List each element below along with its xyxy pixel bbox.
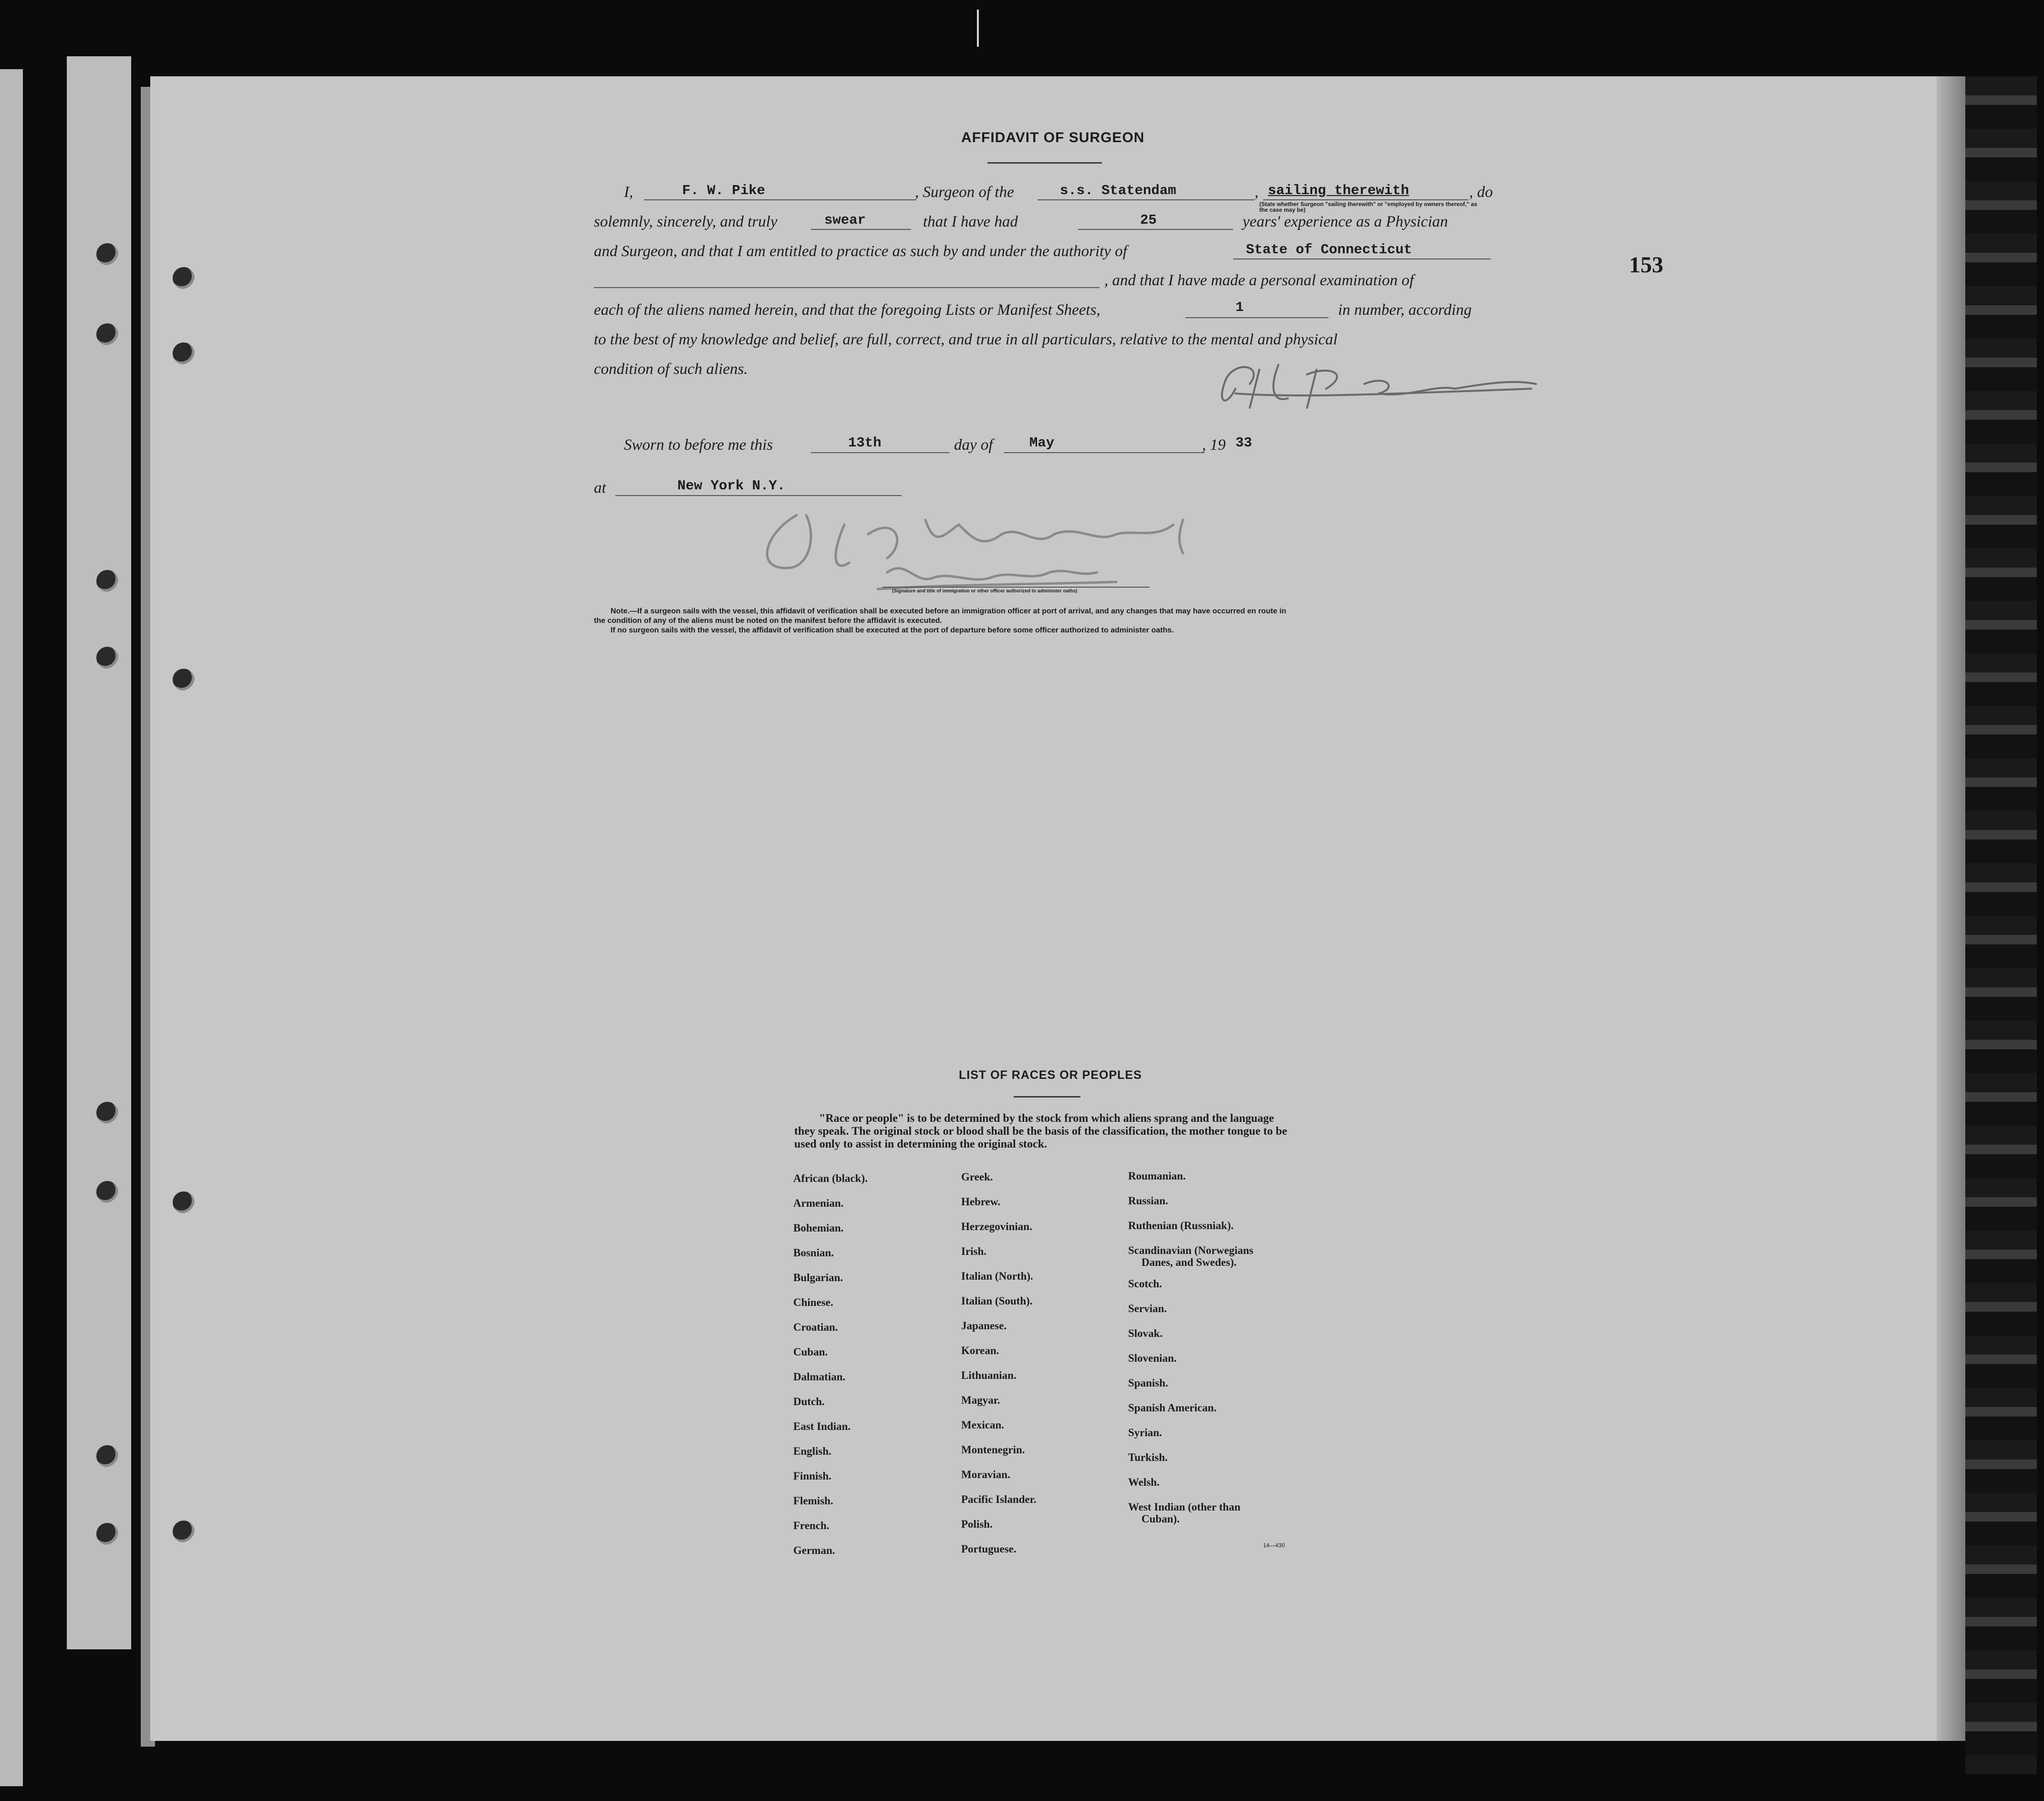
line4-text: , and that I have made a personal examination of: [1104, 272, 1414, 289]
sailing-blank: [1263, 199, 1468, 200]
sailing-status-note: (State whether Surgeon "sailing therewith" or "employed by owners thereof," as the case may be): [1259, 201, 1477, 213]
race-entry: English.: [793, 1445, 831, 1457]
races-title-rule: [1014, 1096, 1080, 1097]
officer-signature: [735, 506, 1269, 596]
race-entry: Scandinavian (Norwegians Danes, and Swedes).: [1128, 1244, 1254, 1268]
races-column-3: [1128, 1170, 1254, 1534]
title-rule: [987, 162, 1102, 164]
line2-text-a: solemnly, sincerely, and truly: [594, 213, 778, 230]
race-entry: Roumanian.: [1128, 1170, 1186, 1182]
line5-text-b: in number, according: [1338, 301, 1472, 319]
race-entry: Finnish.: [793, 1470, 831, 1482]
at-label: at: [594, 479, 606, 497]
race-entry: Pacific Islander.: [961, 1493, 1037, 1505]
race-entry: Bosnian.: [793, 1247, 834, 1259]
binder-hole: [173, 342, 195, 364]
line7-text: condition of such aliens.: [594, 361, 748, 378]
race-entry: Spanish.: [1128, 1377, 1168, 1389]
sworn-day: 13th: [848, 435, 882, 451]
years-blank: [1078, 229, 1233, 230]
race-entry: Italian (South).: [961, 1295, 1033, 1307]
line1-comma: ,: [1255, 184, 1259, 201]
officer-caption: (Signature and title of immigration or other officer authorized to administer oaths): [892, 589, 1078, 594]
races-title: LIST OF RACES OR PEOPLES: [959, 1068, 1142, 1082]
race-entry: Spanish American.: [1128, 1402, 1217, 1414]
binder-hole: [173, 1191, 195, 1213]
binder-hole: [96, 323, 118, 345]
binder-hole: [96, 1523, 118, 1545]
sworn-text-b: day of: [954, 436, 993, 454]
binder-hole: [96, 647, 118, 669]
authority-cont-blank: [594, 287, 1100, 288]
race-entry: Greek.: [961, 1171, 993, 1183]
film-edge: [1965, 76, 2037, 1774]
race-entry: Portuguese.: [961, 1543, 1017, 1555]
at-place-blank: [615, 495, 902, 496]
sheet-count: 1: [1235, 300, 1244, 315]
vessel-blank: [1038, 199, 1255, 200]
scan-mark: [977, 10, 979, 47]
race-entry: Dalmatian.: [793, 1371, 846, 1383]
binder-hole: [96, 1445, 118, 1467]
manifest-page: [150, 76, 1963, 1741]
line2-text-b: that I have had: [923, 213, 1018, 230]
line3-text: and Surgeon, and that I am entitled to practice as such by and under the authority of: [594, 243, 1127, 260]
line1-do: , do: [1469, 184, 1493, 201]
adjacent-page-strip: [0, 69, 23, 1786]
line5-text-a: each of the aliens named herein, and that the foregoing Lists or Manifest Sheets,: [594, 301, 1100, 319]
race-entry: Flemish.: [793, 1495, 833, 1507]
page-number: 153: [1629, 252, 1663, 278]
race-entry: East Indian.: [793, 1420, 851, 1432]
race-entry: Welsh.: [1128, 1476, 1160, 1488]
line1-surgeon-of: , Surgeon of the: [915, 184, 1014, 201]
race-entry: Montenegrin.: [961, 1444, 1025, 1456]
form-number: 14—430: [1263, 1542, 1285, 1549]
races-column-1: [793, 1172, 868, 1569]
years-experience: 25: [1140, 212, 1157, 228]
oath-blank: [811, 229, 911, 230]
binder-hole: [173, 267, 195, 289]
officer-signature-line: [882, 587, 1150, 588]
race-entry: Japanese.: [961, 1320, 1007, 1332]
binder-hole: [173, 1521, 195, 1542]
race-entry: Bulgarian.: [793, 1272, 843, 1283]
race-entry: West Indian (other than Cuban).: [1128, 1501, 1241, 1525]
surgeon-name: F. W. Pike: [682, 183, 766, 198]
authority: State of Connecticut: [1246, 242, 1412, 258]
line1-i: I,: [624, 184, 633, 201]
races-intro: "Race or people" is to be determined by the stock from which aliens sprang and the language they speak. The original stock or blood shall be the basis of the classification, the mother tongue to be used only to assist in determining the original stock.: [794, 1112, 1287, 1150]
race-entry: Cuban.: [793, 1346, 828, 1358]
page-fold-shadow: [1937, 76, 1965, 1741]
sworn-day-blank: [811, 452, 949, 453]
oath-word: swear: [824, 212, 866, 228]
at-place: New York N.Y.: [677, 478, 786, 494]
binder-hole: [96, 1102, 118, 1124]
race-entry: Mexican.: [961, 1419, 1005, 1431]
note-line-2: the condition of any of the aliens must be noted on the manifest before the affidavit is executed.: [594, 617, 942, 625]
race-entry: Hebrew.: [961, 1196, 1000, 1208]
surgeon-signature: [1207, 355, 1541, 417]
race-entry: Bohemian.: [793, 1222, 844, 1234]
race-entry: Korean.: [961, 1345, 999, 1356]
race-entry: Croatian.: [793, 1321, 838, 1333]
race-entry: Syrian.: [1128, 1427, 1162, 1439]
note-line-3: If no surgeon sails with the vessel, the affidavit of verification shall be executed at the port of departure before some officer authorized to administer oaths.: [611, 626, 1174, 634]
adjacent-page-strip: [67, 56, 131, 1649]
sworn-text-c: , 19: [1202, 436, 1226, 454]
affidavit-title: AFFIDAVIT OF SURGEON: [961, 130, 1145, 145]
race-entry: Lithuanian.: [961, 1369, 1017, 1381]
sheets-blank: [1185, 317, 1328, 318]
race-entry: Turkish.: [1128, 1451, 1168, 1463]
race-entry: Italian (North).: [961, 1270, 1033, 1282]
race-entry: French.: [793, 1520, 830, 1532]
sworn-text-a: Sworn to before me this: [624, 436, 773, 454]
race-entry: Herzegovinian.: [961, 1221, 1032, 1232]
surgeon-name-blank: [644, 199, 916, 200]
sworn-month-blank: [1004, 452, 1204, 453]
race-entry: Moravian.: [961, 1469, 1010, 1480]
race-entry: African (black).: [793, 1172, 868, 1184]
race-entry: Magyar.: [961, 1394, 1000, 1406]
binder-hole: [96, 570, 118, 592]
race-entry: Dutch.: [793, 1396, 825, 1408]
line2-text-c: years' experience as a Physician: [1243, 213, 1448, 230]
race-entry: Slovenian.: [1128, 1352, 1177, 1364]
race-entry: Russian.: [1128, 1195, 1168, 1207]
sworn-year: 33: [1235, 435, 1252, 451]
race-entry: Ruthenian (Russniak).: [1128, 1220, 1234, 1232]
race-entry: Chinese.: [793, 1296, 833, 1308]
vessel-name: s.s. Statendam: [1060, 183, 1176, 198]
race-entry: German.: [793, 1544, 835, 1556]
binder-hole: [96, 1181, 118, 1203]
race-entry: Slovak.: [1128, 1327, 1163, 1339]
sworn-month: May: [1029, 435, 1055, 451]
note-line-1: Note.—If a surgeon sails with the vessel, this affidavit of verification shall be executed before an immigration officer at port of arrival, and any changes that may have occurred en route in: [611, 607, 1287, 615]
race-entry: Irish.: [961, 1245, 987, 1257]
sailing-status: sailing therewith: [1268, 183, 1409, 198]
race-entry: Armenian.: [793, 1197, 844, 1209]
race-entry: Servian.: [1128, 1303, 1167, 1315]
race-entry: Scotch.: [1128, 1278, 1162, 1290]
races-column-2: [961, 1171, 1037, 1568]
binder-hole: [96, 243, 118, 265]
line6-text: to the best of my knowledge and belief, are full, correct, and true in all particulars, relative to the mental and physical: [594, 331, 1338, 348]
race-entry: Polish.: [961, 1518, 993, 1530]
binder-hole: [173, 669, 195, 691]
